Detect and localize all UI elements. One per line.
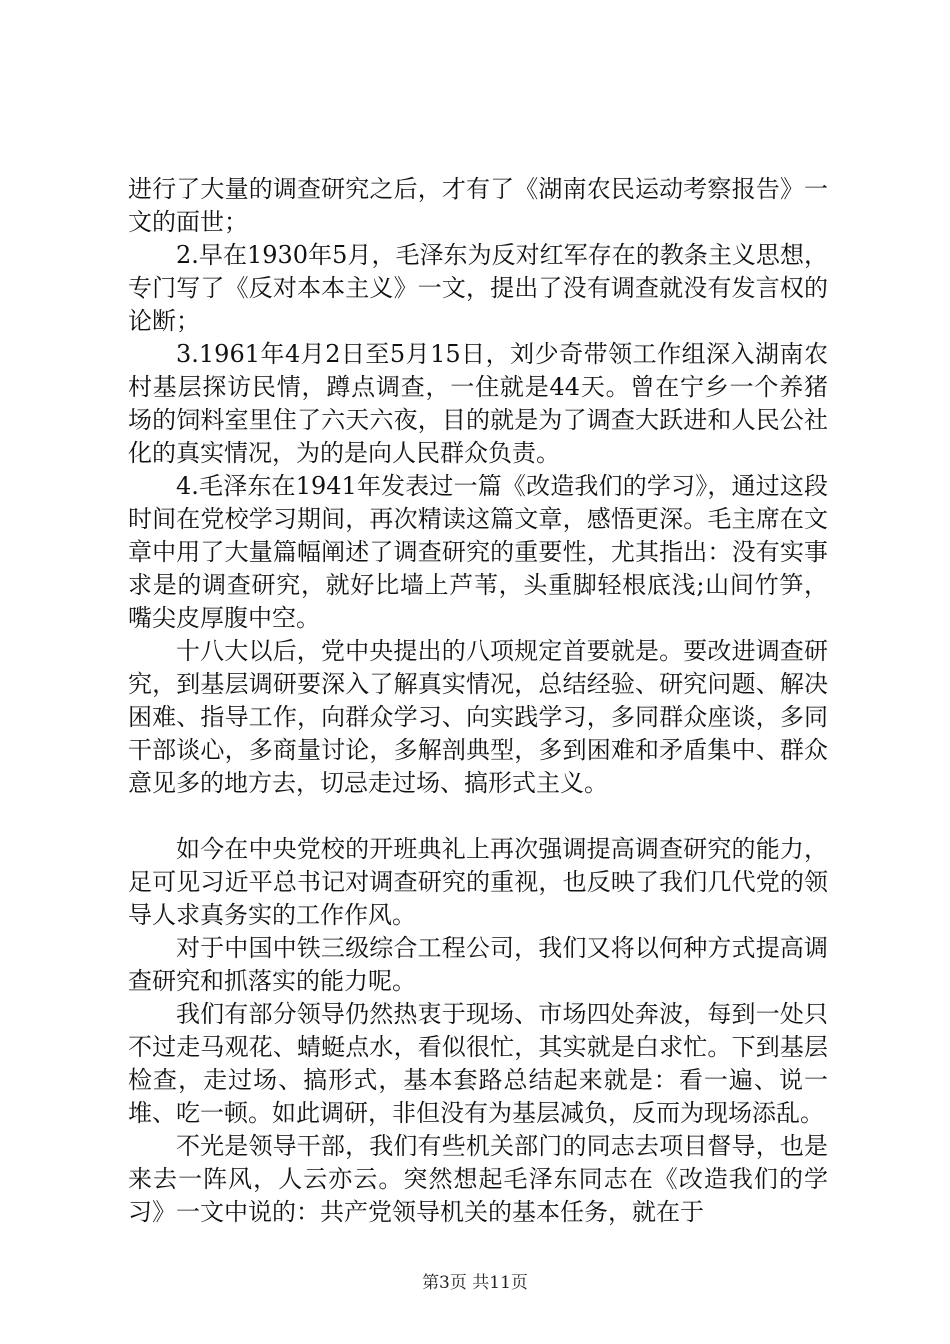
paragraph-spacer <box>128 800 828 833</box>
document-body <box>128 173 828 1229</box>
paragraph-departments: 不光是领导干部，我们有些机关部门的同志去项目督导，也是来去一阵风，人云亦云。突然想起毛泽东同志在《改造我们的学习》一文中说的：共产党领导机关的基本任务，就在于 <box>128 1132 828 1226</box>
paragraph-item-4: 4.毛泽东在1941年发表过一篇《改造我们的学习》，通过这段时间在党校学习期间，再次精读这篇文章，感悟更深。毛主席在文章中用了大量篇幅阐述了调查研究的重要性，尤其指出：没有实事求是的调查研究，就好比墙上芦苇，头重脚轻根底浅;山间竹笋，嘴尖皮厚腹中空。 <box>128 472 828 632</box>
paragraph-continuation: 进行了大量的调查研究之后，才有了《湖南农民运动考察报告》一文的面世； <box>128 175 828 236</box>
paragraph-item-3: 3.1961年4月2日至5月15日，刘少奇带领工作组深入湖南农村基层探访民情，蹲点调查，一住就是44天。曾在宁乡一个养猪场的饲料室里住了六天六夜，目的就是为了调查大跃进和人民公社化的真实情况，为的是向人民群众负责。 <box>128 340 828 467</box>
page-number-footer: 第3页 共11页 <box>422 1273 528 1293</box>
paragraph-leaders: 我们有部分领导仍然热衷于现场、市场四处奔波，每到一处只不过走马观花、蜻蜓点水，看似很忙，其实就是白求忙。下到基层检查，走过场、搞形式，基本套路总结起来就是：看一遍、说一堆、吃一顿。如此调研，非但没有为基层减负，反而为现场添乱。 <box>128 1000 828 1127</box>
paragraph-party-school: 如今在中央党校的开班典礼上再次强调提高调查研究的能力，足可见习近平总书记对调查研究的重视，也反映了我们几代党的领导人求真务实的工作作风。 <box>128 835 828 929</box>
paragraph-company-question: 对于中国中铁三级综合工程公司，我们又将以何种方式提高调查研究和抓落实的能力呢。 <box>128 934 828 995</box>
paragraph-item-2: 2.早在1930年5月，毛泽东为反对红军存在的教条主义思想，专门写了《反对本本主义》一文，提出了没有调查就没有发言权的论断； <box>128 241 828 335</box>
paragraph-eight-rules: 十八大以后，党中央提出的八项规定首要就是。要改进调查研究，到基层调研要深入了解真实情况，总结经验、研究问题、解决困难、指导工作，向群众学习、向实践学习，多同群众座谈，多同干部谈心，多商量讨论，多解剖典型，多到困难和矛盾集中、群众意见多的地方去，切忌走过场、搞形式主义。 <box>128 637 828 797</box>
